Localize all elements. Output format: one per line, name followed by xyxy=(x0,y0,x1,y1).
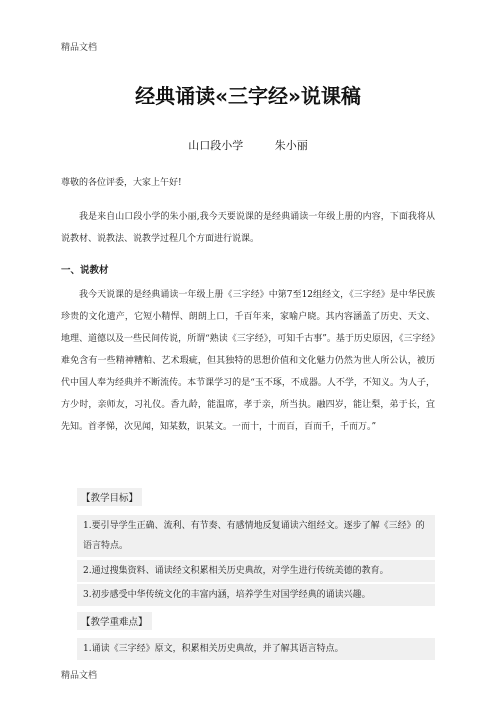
key-point-item: 1.诵读《三字经》原文，积累相关历史典故，并了解其语言特点。 xyxy=(77,638,435,660)
author-line xyxy=(0,137,496,153)
page-footer: 精品文档 xyxy=(61,671,98,681)
author-school: 山口段小学 xyxy=(188,139,244,152)
goals-tag: 【教学目标】 xyxy=(77,488,142,506)
intro-paragraph: 我是来自山口段小学的朱小丽,我今天要说课的是经典诵读一年级上册的内容，下面我将从说教材、说教法、说教学过程几个方面进行说课。 xyxy=(61,212,435,244)
greeting: 尊敬的各位评委，大家上午好! xyxy=(61,178,182,188)
document-title: 经典诵读«三字经»说课稿 xyxy=(135,84,361,108)
goal-item: 3.初步感受中华传统文化的丰富内涵，培养学生对国学经典的诵读兴趣。 xyxy=(77,584,435,606)
key-points-tag: 【教学重难点】 xyxy=(77,612,152,630)
goal-item: 1.要引导学生正确、流利、有节奏、有感情地反复诵读六组经文。逐步了解《三经》的语言特点。 xyxy=(77,515,435,557)
material-paragraph: 我今天说课的是经典诵读一年级上册《三字经》中第7至12组经文，《三字经》是中华民族珍贵的文化遗产，它短小精悍、朗朗上口，千百年来，家喻户晓。其内容涵盖了历史、天文、地理、道德以及一些民间传说，所谓“熟读《三字经》，可知千古事”。基于历史原因，《三字经》难免含有一些精神糟粕、艺术瑕疵，但其独特的思想价值和文化魅力仍然为世人所公认，被历代中国人奉为经典并不断流传。本节课学习的是“玉不琢，不成器。人不学，不知义。为人子，方少时，亲师友，习礼仪。香九龄，能温席，孝于亲，所当执。融四岁，能让梨，弟于长，宜先知。首孝悌，次见闻，知某数，识某文。一而十，十而百，百而千，千而万。” xyxy=(61,290,435,432)
section-heading: 一、说教材 xyxy=(61,265,109,276)
author-name: 朱小丽 xyxy=(274,139,308,152)
page-header: 精品文档 xyxy=(61,43,98,53)
goal-item: 2.通过搜集资料、诵读经文积累相关历史典故，对学生进行传统美德的教育。 xyxy=(77,560,435,582)
